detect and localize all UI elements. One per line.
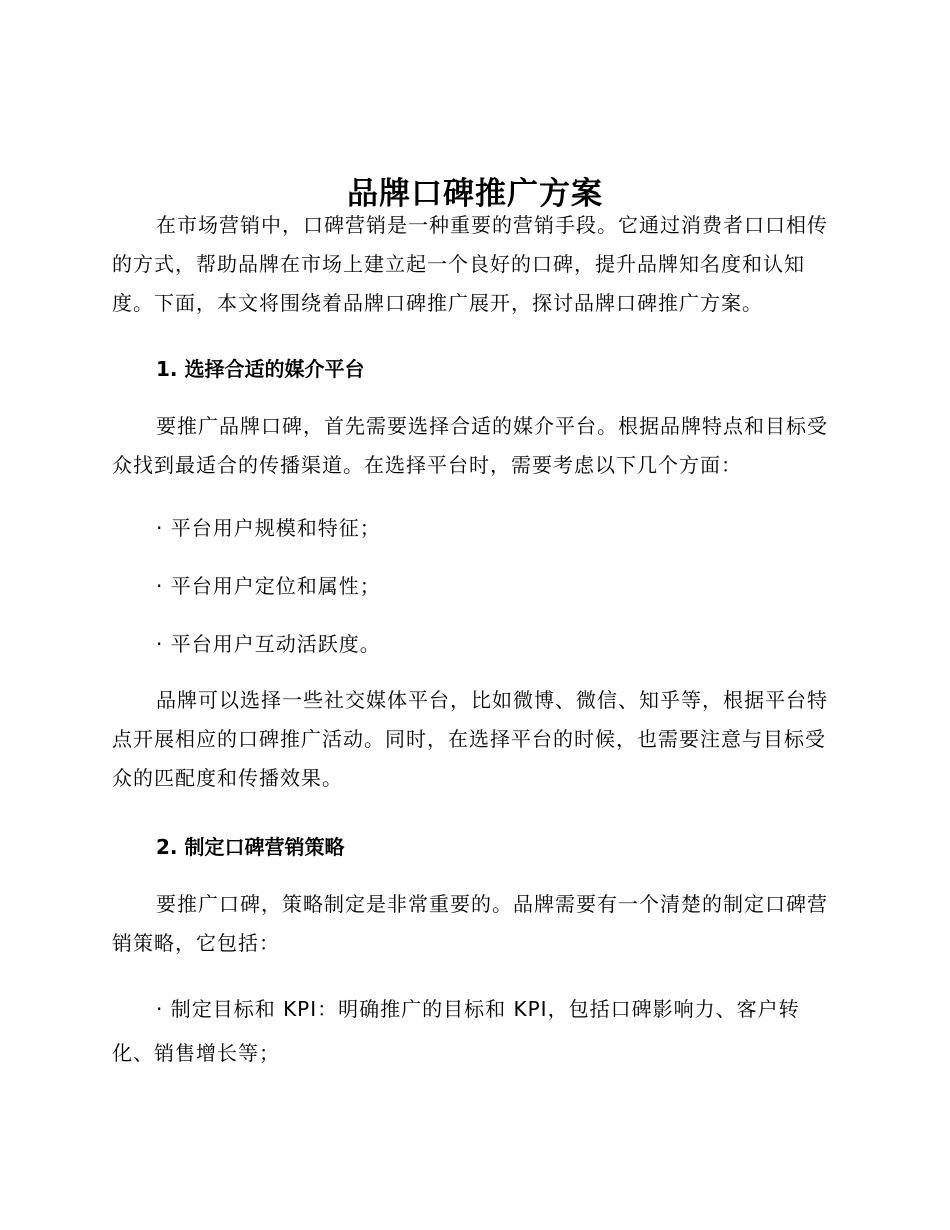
section-1-bullet-3: · 平台用户互动活跃度。 [156,632,381,656]
section-1-bullet-1: · 平台用户规模和特征； [156,516,381,540]
section-1-paragraph-2: 品牌可以选择一些社交媒体平台，比如微博、微信、知乎等，根据平台特点开展相应的口碑推广活动。同时，在选择平台的时候，也需要注意与目标受众的匹配度和传播效果。 [112,688,828,790]
section-2-bullet-1: · 制定目标和 KPI：明确推广的目标和 KPI，包括口碑影响力、客户转化、销售增长等； [112,997,800,1065]
intro-paragraph: 在市场营销中，口碑营销是一种重要的营销手段。它通过消费者口口相传的方式，帮助品牌在市场上建立起一个良好的口碑，提升品牌知名度和认知度。下面，本文将围绕着品牌口碑推广展开，探讨品牌口碑推广方案。 [112,213,828,315]
section-2-heading: 2. 制定口碑营销策略 [156,835,345,859]
section-2-paragraph-1: 要推广口碑，策略制定是非常重要的。品牌需要有一个清楚的制定口碑营销策略，它包括： [112,892,828,955]
section-1-paragraph-1: 要推广品牌口碑，首先需要选择合适的媒介平台。根据品牌特点和目标受众找到最适合的传播渠道。在选择平台时，需要考虑以下几个方面： [112,414,828,477]
section-1-heading: 1. 选择合适的媒介平台 [156,357,365,381]
document-title: 品牌口碑推广方案 [347,175,603,212]
section-1-bullet-2: · 平台用户定位和属性； [156,574,381,598]
